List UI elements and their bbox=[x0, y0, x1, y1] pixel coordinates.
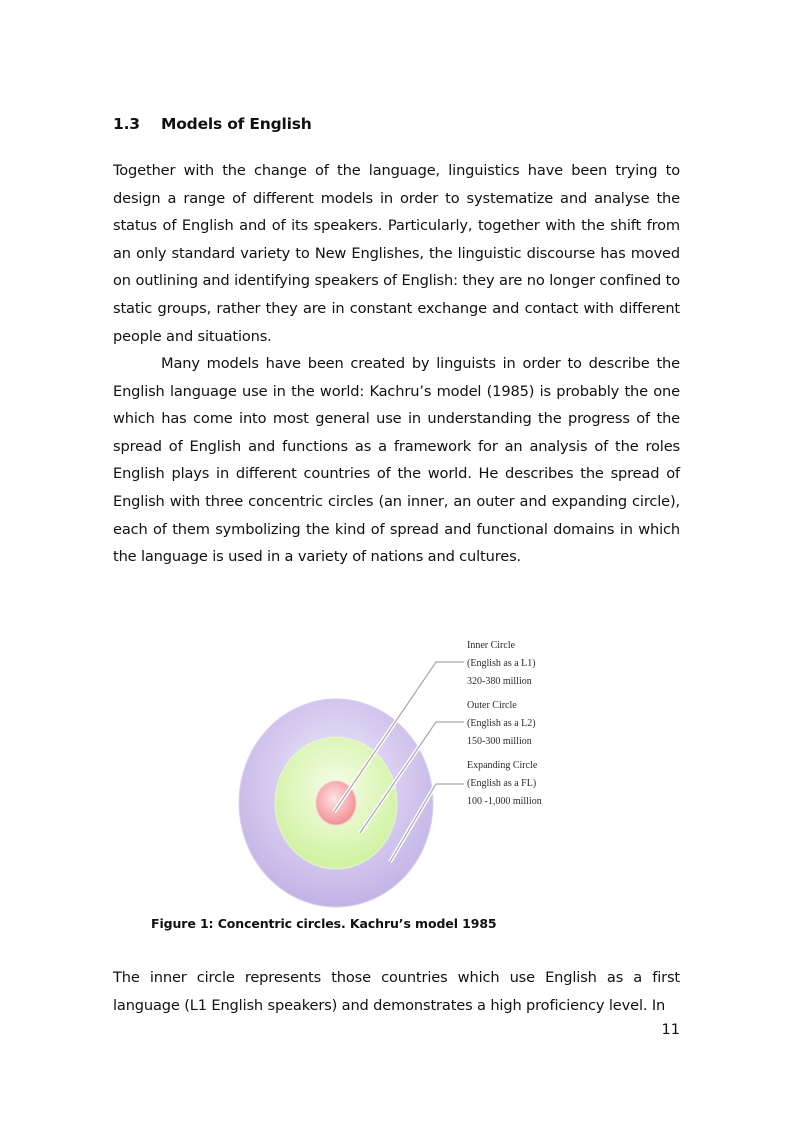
paragraph-2: Many models have been created by linguists in order to describe the English language use in the world: Kachru’s model (1985) is probably the one which has come into most general use in understanding the progress of the spread of English and functions as a framework for an analysis of the roles English plays in different countries of the world. He describes the spread of English with three concentric circles (an inner, an outer and expanding circle), each of them symbolizing the kind of spread and functional domains in which the language is used in a variety of nations and cultures. bbox=[113, 355, 680, 566]
figure-caption: Figure 1: Concentric circles. Kachru’s model 1985 bbox=[151, 916, 497, 931]
expanding-circle-count: 100 -1,000 million bbox=[467, 796, 542, 807]
outer-circle-desc: (English as a L2) bbox=[467, 718, 536, 729]
page-number: 11 bbox=[661, 1022, 680, 1038]
outer-circle-label bbox=[467, 700, 536, 747]
inner-circle-name: Inner Circle bbox=[467, 640, 516, 651]
section-heading bbox=[113, 115, 312, 133]
outer-circle-count: 150-300 million bbox=[467, 736, 532, 747]
expanding-circle-desc: (English as a FL) bbox=[467, 778, 537, 789]
expanding-circle-name: Expanding Circle bbox=[467, 760, 538, 771]
concentric-circles-figure bbox=[230, 630, 580, 912]
section-number: 1.3 bbox=[113, 115, 140, 133]
paragraph-3: The inner circle represents those countries which use English as a first language (L1 English speakers) and demonstrates a high proficiency level. In bbox=[113, 969, 680, 1014]
inner-circle-count: 320-380 million bbox=[467, 676, 532, 687]
expanding-circle-label bbox=[467, 760, 542, 807]
inner-circle-label bbox=[467, 640, 536, 687]
section-title: Models of English bbox=[161, 115, 312, 133]
inner-circle-desc: (English as a L1) bbox=[467, 658, 536, 669]
outer-circle-name: Outer Circle bbox=[467, 700, 517, 711]
paragraph-1: Together with the change of the language, linguistics have been trying to design a range of different models in order to systematize and analyse the status of English and of its speakers. Particularly, together with the shift from an only standard variety to New Englishes, the linguistic discourse has moved on outlining and identifying speakers of English: they are no longer confined to static groups, rather they are in constant exchange and contact with different people and situations. bbox=[113, 162, 680, 345]
